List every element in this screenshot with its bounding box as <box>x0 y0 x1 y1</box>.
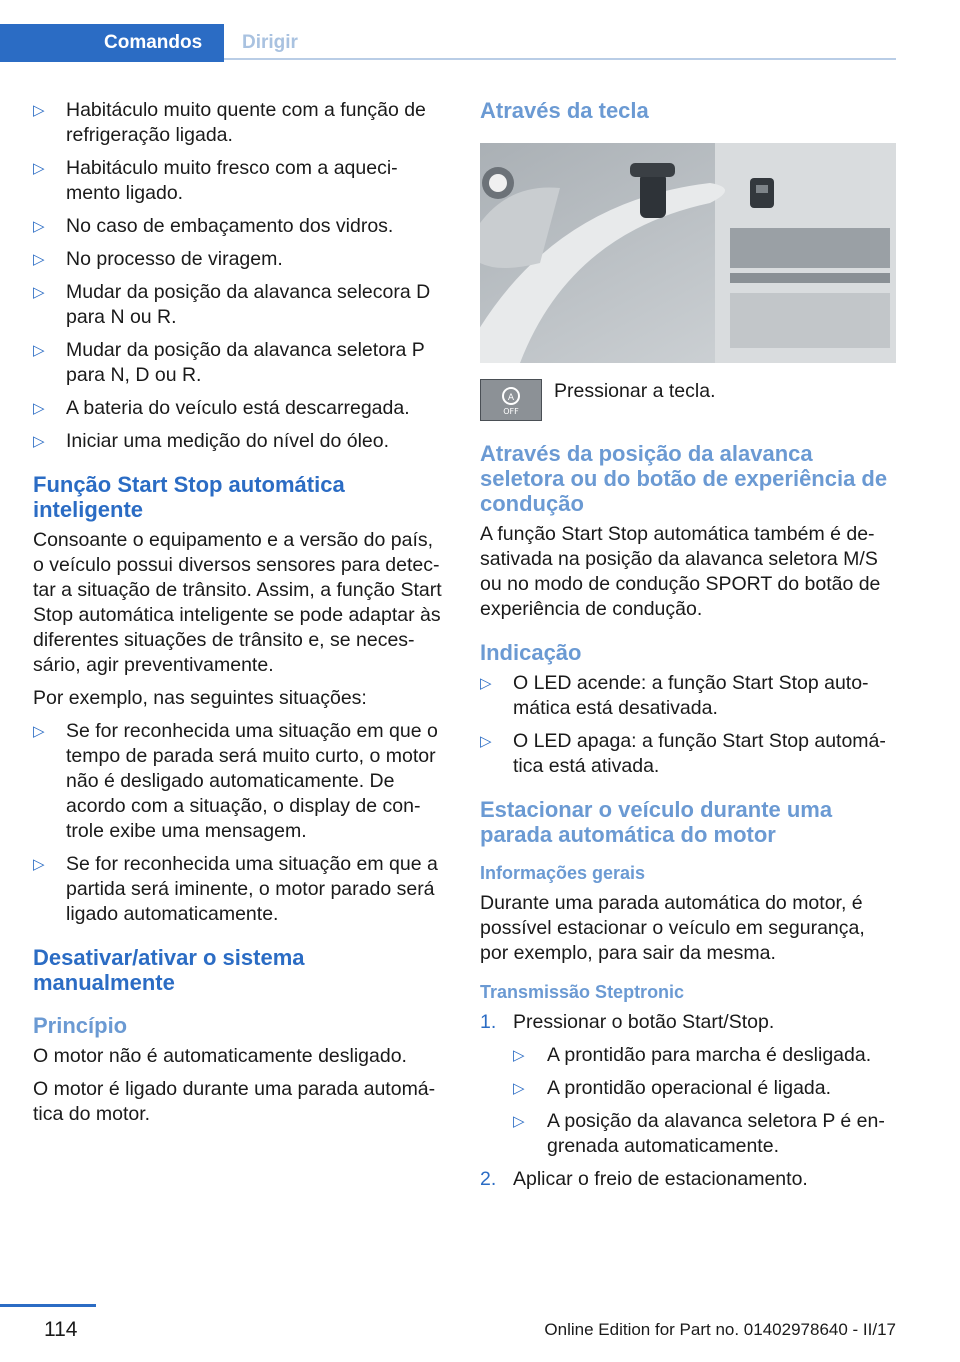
list-item-text: Se for reconhecida uma situação em que o tempo de parada será muito curto, o motor não é desligado automaticamente. De acordo com a situação, o display de con-trole exibe uma mensagem. <box>66 720 438 842</box>
bullet-triangle-icon: ▷ <box>480 733 492 750</box>
step-text: Pressionar o botão Start/Stop. <box>513 1011 775 1033</box>
list-item <box>33 280 449 330</box>
heading-smart-start-stop: Função Start Stop automática inteligente <box>33 472 345 522</box>
paragraph-principle-2: O motor é ligado durante uma parada automá-tica do motor. <box>33 1078 436 1125</box>
heading-via-key: Através da tecla <box>480 98 649 123</box>
paragraph-example: Por exemplo, nas seguintes situações: <box>33 687 367 709</box>
edition-note: Online Edition for Part no. 01402978640 - II/17 <box>544 1320 896 1339</box>
header-rule <box>224 58 896 60</box>
key-instruction: Pressionar a tecla. <box>554 380 716 402</box>
list-item <box>513 1109 896 1159</box>
list-item <box>480 729 896 779</box>
list-item <box>513 1076 896 1101</box>
heading-park: Estacionar o veículo durante uma parada automática do motor <box>480 797 833 847</box>
list-item <box>513 1043 896 1068</box>
list-item-text: No caso de embaçamento dos vidros. <box>66 215 394 237</box>
right-column <box>480 98 896 1200</box>
step-number: 1. <box>480 1011 497 1033</box>
step-item <box>480 1167 896 1192</box>
bullet-triangle-icon: ▷ <box>33 433 45 450</box>
bullet-triangle-icon: ▷ <box>33 856 45 873</box>
conditions-list <box>33 98 449 454</box>
list-item-text: Mudar da posição da alavanca selecora D para N ou R. <box>66 281 431 328</box>
list-item-text: A prontidão para marcha é desligada. <box>547 1044 872 1066</box>
list-item-text: Habitáculo muito quente com a função de refrigeração ligada. <box>66 99 426 146</box>
bullet-triangle-icon: ▷ <box>480 675 492 692</box>
list-item-text: Habitáculo muito fresco com a aqueci-mento ligado. <box>66 157 398 204</box>
left-column <box>33 98 449 1135</box>
header-tabbar <box>0 24 896 62</box>
key-row <box>480 379 896 423</box>
tab-comandos[interactable]: Comandos <box>0 24 224 62</box>
list-item <box>33 429 449 454</box>
svg-text:A: A <box>507 393 515 403</box>
auto-start-stop-icon <box>481 380 541 420</box>
list-item <box>33 214 449 239</box>
heading-general-info: Informações gerais <box>480 863 646 883</box>
step-item <box>480 1010 896 1159</box>
paragraph-general: Durante uma parada automática do motor, é possível estacionar o veículo em segurança, por exemplo, para sair da mesma. <box>480 892 865 964</box>
list-item-text: Iniciar uma medição do nível do óleo. <box>66 430 390 452</box>
smart-situations-list <box>33 719 449 927</box>
indication-list <box>480 671 896 779</box>
list-item-text: O LED apaga: a função Start Stop automá-tica está ativada. <box>513 730 886 777</box>
list-item-text: Mudar da posição da alavanca seletora P para N, D ou R. <box>66 339 425 386</box>
list-item <box>33 719 449 844</box>
steps-list <box>480 1010 896 1192</box>
list-item <box>480 671 896 721</box>
heading-indication: Indicação <box>480 640 582 665</box>
bullet-triangle-icon: ▷ <box>33 218 45 235</box>
bullet-triangle-icon: ▷ <box>33 342 45 359</box>
bullet-triangle-icon: ▷ <box>513 1080 525 1097</box>
start-stop-off-button[interactable] <box>480 379 542 421</box>
step-number: 2. <box>480 1168 497 1190</box>
step-sub-list <box>513 1043 896 1159</box>
heading-principle: Princípio <box>33 1013 128 1038</box>
list-item-text: A bateria do veículo está descarregada. <box>66 397 410 419</box>
paragraph-principle-1: O motor não é automaticamente desligado. <box>33 1045 407 1067</box>
list-item-text: A prontidão operacional é ligada. <box>547 1077 832 1099</box>
page-number: 114 <box>44 1318 78 1341</box>
tab-dirigir[interactable]: Dirigir <box>242 32 298 53</box>
list-item <box>33 156 449 206</box>
list-item <box>33 247 449 272</box>
dashboard-photo <box>480 143 896 363</box>
list-item-text: A posição da alavanca seletora P é en-grenada automaticamente. <box>547 1110 885 1157</box>
bullet-triangle-icon: ▷ <box>33 723 45 740</box>
paragraph-smart: Consoante o equipamento e a versão do país, o veículo possui diversos sensores para detec-tar a situação de trânsito. Assim, a função Start Stop automática inteligente se pode adaptar às diferentes situações de trânsito e, se neces-sário, agir preventivamente. <box>33 529 442 676</box>
bullet-triangle-icon: ▷ <box>513 1047 525 1064</box>
key-label: OFF <box>503 407 519 416</box>
list-item <box>33 396 449 421</box>
list-item-text: O LED acende: a função Start Stop auto-mática está desativada. <box>513 672 869 719</box>
footer-rule <box>0 1304 96 1307</box>
bullet-triangle-icon: ▷ <box>33 400 45 417</box>
list-item <box>33 338 449 388</box>
heading-via-lever: Através da posição da alavanca seletora ou do botão de experiência de condução <box>480 441 888 516</box>
bullet-triangle-icon: ▷ <box>33 160 45 177</box>
list-item <box>33 852 449 927</box>
list-item <box>33 98 449 148</box>
heading-manual: Desativar/ativar o sistema manualmente <box>33 945 305 995</box>
bullet-triangle-icon: ▷ <box>33 284 45 301</box>
bullet-triangle-icon: ▷ <box>513 1113 525 1130</box>
heading-steptronic: Transmissão Steptronic <box>480 982 685 1002</box>
list-item-text: Se for reconhecida uma situação em que a partida será iminente, o motor parado será ligado automaticamente. <box>66 853 438 925</box>
bullet-triangle-icon: ▷ <box>33 251 45 268</box>
paragraph-lever: A função Start Stop automática também é de-sativada na posição da alavanca seletora M/S ou no modo de condução SPORT do botão de experiência de condução. <box>480 523 881 620</box>
list-item-text: No processo de viragem. <box>66 248 283 270</box>
step-text: Aplicar o freio de estacionamento. <box>513 1168 808 1190</box>
bullet-triangle-icon: ▷ <box>33 102 45 119</box>
